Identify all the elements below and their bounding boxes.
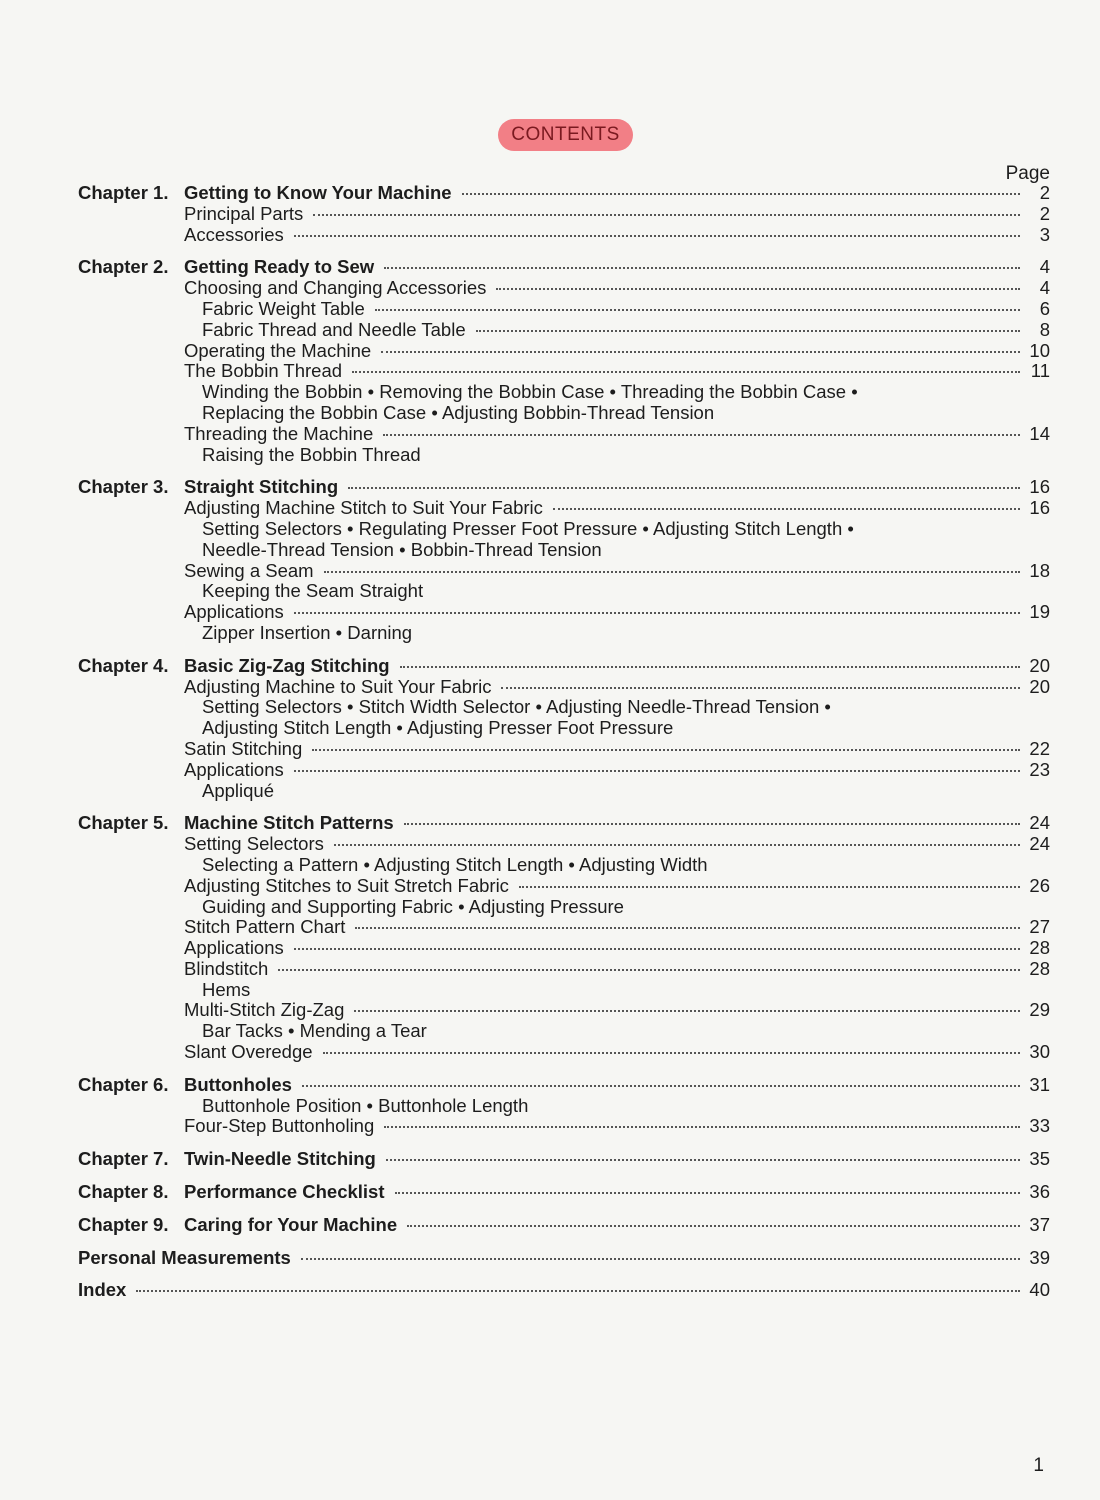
entry-title: Choosing and Changing Accessories (184, 277, 487, 299)
entry-title: Operating the Machine (184, 339, 372, 361)
chapter-row-3 (78, 477, 1050, 498)
entry-title: Applications (184, 937, 284, 959)
chapter-label: Chapter 6. (78, 1073, 169, 1095)
subtopic-line (78, 1096, 1050, 1117)
section-entry (78, 602, 1050, 623)
section-entry (78, 1042, 1050, 1063)
section-entry (78, 760, 1050, 781)
subtopic-line (78, 781, 1050, 802)
dot-leader (302, 1085, 1020, 1087)
entry-title: Replacing the Bobbin Case • Adjusting Bobbin-Thread Tension (202, 401, 715, 423)
dot-leader (407, 1225, 1020, 1227)
subtopic-line (78, 980, 1050, 1001)
chapter-label: Chapter 8. (78, 1181, 169, 1203)
section-entry (78, 938, 1050, 959)
extra-row-index (78, 1280, 1050, 1301)
chapter-label: Chapter 1. (78, 182, 169, 203)
entry-title: Setting Selectors • Stitch Width Selector • Adjusting Needle-Thread Tension • (202, 696, 831, 718)
chapter-page-number: 2 (1039, 182, 1050, 203)
dot-leader (476, 330, 1020, 332)
entry-title: Applications (184, 601, 284, 623)
entry-page-number: 27 (1029, 916, 1050, 938)
dot-leader (313, 214, 1020, 216)
entry-page-number: 19 (1029, 601, 1050, 623)
entry-page-number: 10 (1029, 339, 1050, 361)
entry-page-number: 16 (1029, 497, 1050, 519)
subtopic-line (78, 697, 1050, 718)
section-entry (78, 739, 1050, 760)
entry-title: Four-Step Buttonholing (184, 1115, 375, 1137)
dot-leader (501, 687, 1020, 689)
entry-title: Buttonhole Position • Buttonhole Length (202, 1094, 529, 1116)
subtopic-line (78, 540, 1050, 561)
subtopic-line (78, 445, 1050, 466)
entry-title: Setting Selectors • Regulating Presser Foot Pressure • Adjusting Stitch Length • (202, 517, 854, 539)
entry-title: Threading the Machine (184, 422, 374, 444)
extra-title: Personal Measurements (78, 1246, 291, 1268)
dot-leader (323, 1052, 1020, 1054)
page-number: 1 (1033, 1455, 1044, 1476)
subtopic-line (78, 897, 1050, 918)
entry-title: Fabric Thread and Needle Table (202, 318, 466, 340)
entry-title: Bar Tacks • Mending a Tear (202, 1020, 427, 1042)
chapter-row-1 (78, 183, 1050, 204)
entry-page-number: 14 (1029, 422, 1050, 444)
section-entry (78, 361, 1050, 382)
chapter-row-9 (78, 1215, 1050, 1236)
chapter-page-number: 16 (1029, 476, 1050, 498)
entry-page-number: 22 (1029, 737, 1050, 759)
entry-title: Selecting a Pattern • Adjusting Stitch Length • Adjusting Width (202, 853, 708, 875)
entry-title: Accessories (184, 223, 284, 245)
entry-title: Principal Parts (184, 202, 304, 224)
dot-leader (294, 612, 1020, 614)
dot-leader (348, 487, 1020, 489)
entry-page-number: 3 (1039, 223, 1050, 245)
entry-title: Keeping the Seam Straight (202, 580, 424, 602)
subtopic-line (78, 581, 1050, 602)
chapter-page-number: 37 (1029, 1213, 1050, 1235)
dot-leader (294, 948, 1020, 950)
section-entry (78, 204, 1050, 225)
entry-page-number: 28 (1029, 957, 1050, 979)
section-entry (78, 959, 1050, 980)
entry-page-number: 4 (1039, 277, 1050, 299)
dot-leader (386, 1159, 1020, 1161)
entry-page-number: 29 (1029, 999, 1050, 1021)
dot-leader (400, 666, 1020, 668)
chapter-page-number: 31 (1029, 1073, 1050, 1095)
section-entry (78, 1000, 1050, 1021)
entry-page-number: 20 (1029, 675, 1050, 697)
entry-page-number: 2 (1039, 202, 1050, 224)
dot-leader (352, 371, 1020, 373)
chapter-row-6 (78, 1075, 1050, 1096)
chapter-row-4 (78, 656, 1050, 677)
section-entry (78, 1116, 1050, 1137)
chapter-page-number: 20 (1029, 654, 1050, 676)
dot-leader (301, 1258, 1020, 1260)
subtopic-line (78, 403, 1050, 424)
entry-title: Adjusting Machine to Suit Your Fabric (184, 675, 492, 697)
extra-page-number: 40 (1029, 1279, 1050, 1301)
entry-title: Needle-Thread Tension • Bobbin-Thread Tension (202, 538, 602, 560)
chapter-label: Chapter 2. (78, 256, 169, 278)
chapter-page-number: 4 (1039, 256, 1050, 278)
entry-page-number: 18 (1029, 559, 1050, 581)
dot-leader (553, 508, 1020, 510)
subtopic-line (78, 519, 1050, 540)
dot-leader (462, 193, 1020, 195)
dot-leader (519, 886, 1020, 888)
section-entry (78, 498, 1050, 519)
entry-page-number: 8 (1039, 318, 1050, 340)
extra-title: Index (78, 1279, 127, 1301)
dot-leader (384, 267, 1020, 269)
chapter-title: Machine Stitch Patterns (184, 812, 394, 834)
entry-page-number: 23 (1029, 758, 1050, 780)
chapter-title: Caring for Your Machine (184, 1213, 398, 1235)
entry-title: Appliqué (202, 779, 275, 801)
dot-leader (375, 309, 1020, 311)
dot-leader (395, 1192, 1020, 1194)
page-column-label: Page (1005, 163, 1050, 184)
chapter-page-number: 36 (1029, 1181, 1050, 1203)
contents-title: CONTENTS (498, 119, 633, 151)
entry-page-number: 11 (1030, 360, 1050, 382)
entry-title: Satin Stitching (184, 737, 303, 759)
chapter-title: Basic Zig-Zag Stitching (184, 654, 390, 676)
dot-leader (354, 1010, 1020, 1012)
chapter-title: Twin-Needle Stitching (184, 1148, 376, 1170)
dot-leader (381, 351, 1020, 353)
chapter-title: Getting Ready to Sew (184, 256, 375, 278)
entry-title: Slant Overedge (184, 1041, 313, 1063)
section-entry (78, 917, 1050, 938)
section-entry (78, 876, 1050, 897)
chapter-label: Chapter 7. (78, 1148, 169, 1170)
dot-leader (404, 823, 1020, 825)
section-entry (78, 341, 1050, 362)
section-entry (78, 424, 1050, 445)
entry-title: Stitch Pattern Chart (184, 916, 346, 938)
chapter-page-number: 35 (1029, 1148, 1050, 1170)
chapter-title: Performance Checklist (184, 1181, 385, 1203)
section-entry (78, 561, 1050, 582)
dot-leader (136, 1290, 1020, 1292)
subtopic-line (78, 320, 1050, 341)
entry-title: Hems (202, 978, 251, 1000)
dot-leader (278, 969, 1020, 971)
section-entry (78, 225, 1050, 246)
dot-leader (312, 749, 1020, 751)
entry-title: Adjusting Stitch Length • Adjusting Presser Foot Pressure (202, 717, 674, 739)
entry-title: Applications (184, 758, 284, 780)
chapter-row-8 (78, 1182, 1050, 1203)
chapter-title: Straight Stitching (184, 476, 339, 498)
chapter-title: Getting to Know Your Machine (184, 182, 452, 203)
dot-leader (383, 434, 1020, 436)
chapter-row-7 (78, 1149, 1050, 1170)
extra-row-personal-measurements (78, 1248, 1050, 1269)
table-of-contents (78, 183, 1050, 1301)
entry-title: Adjusting Machine Stitch to Suit Your Fabric (184, 497, 543, 519)
chapter-label: Chapter 9. (78, 1213, 169, 1235)
section-entry (78, 677, 1050, 698)
chapter-page-number: 24 (1029, 812, 1050, 834)
dot-leader (294, 770, 1020, 772)
chapter-title: Buttonholes (184, 1073, 292, 1095)
dot-leader (324, 571, 1020, 573)
entry-page-number: 30 (1029, 1041, 1050, 1063)
subtopic-line (78, 623, 1050, 644)
subtopic-line (78, 382, 1050, 403)
entry-title: Raising the Bobbin Thread (202, 443, 421, 465)
subtopic-line (78, 718, 1050, 739)
subtopic-line (78, 1021, 1050, 1042)
entry-title: Setting Selectors (184, 833, 324, 855)
dot-leader (355, 927, 1020, 929)
dot-leader (496, 288, 1020, 290)
entry-title: Winding the Bobbin • Removing the Bobbin Case • Threading the Bobbin Case • (202, 381, 858, 403)
entry-page-number: 6 (1039, 297, 1050, 319)
chapter-label: Chapter 3. (78, 476, 169, 498)
entry-page-number: 33 (1029, 1115, 1050, 1137)
entry-title: Blindstitch (184, 957, 269, 979)
chapter-label: Chapter 4. (78, 654, 169, 676)
entry-title: Zipper Insertion • Darning (202, 621, 413, 643)
section-entry (78, 278, 1050, 299)
entry-title: Fabric Weight Table (202, 297, 365, 319)
chapter-row-5 (78, 813, 1050, 834)
entry-page-number: 28 (1029, 937, 1050, 959)
subtopic-line (78, 299, 1050, 320)
dot-leader (294, 235, 1020, 237)
extra-page-number: 39 (1029, 1246, 1050, 1268)
entry-page-number: 26 (1029, 874, 1050, 896)
entry-title: Adjusting Stitches to Suit Stretch Fabric (184, 874, 509, 896)
dot-leader (384, 1126, 1020, 1128)
dot-leader (334, 844, 1020, 846)
entry-title: Guiding and Supporting Fabric • Adjusting Pressure (202, 895, 624, 917)
chapter-label: Chapter 5. (78, 812, 169, 834)
subtopic-line (78, 855, 1050, 876)
entry-title: Sewing a Seam (184, 559, 314, 581)
entry-title: The Bobbin Thread (184, 360, 343, 382)
entry-page-number: 24 (1029, 833, 1050, 855)
entry-title: Multi-Stitch Zig-Zag (184, 999, 345, 1021)
chapter-row-2 (78, 257, 1050, 278)
section-entry (78, 834, 1050, 855)
